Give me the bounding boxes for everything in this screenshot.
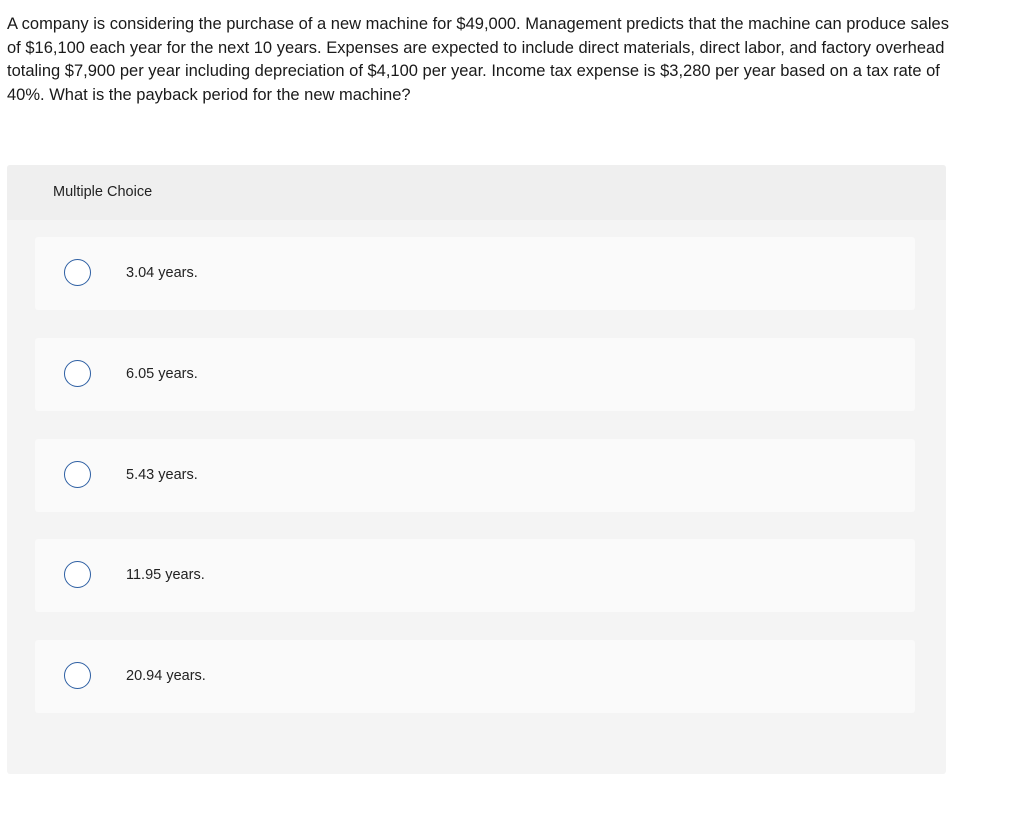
multiple-choice-header — [7, 165, 946, 220]
answer-option-label: 5.43 years. — [126, 467, 198, 483]
answer-option-label: 11.95 years. — [126, 567, 205, 583]
radio-button-icon[interactable] — [64, 360, 91, 387]
answer-option-label: 6.05 years. — [126, 366, 198, 382]
multiple-choice-title: Multiple Choice — [53, 184, 153, 200]
question-text: A company is considering the purchase of a new machine for $49,000. Management predicts that the machine can produce sales of $16,100 each year for the next 10 years. Expenses are expected to include direct materials, direct labor, and factory overhead totaling $7,900 per year including depreciation of $4,100 per year. Income tax expense is $3,280 per year based on a tax rate of 40%. What is the payback period for the new machine? — [7, 15, 949, 104]
answer-option-2[interactable] — [35, 338, 915, 411]
radio-button-icon[interactable] — [64, 461, 91, 488]
radio-button-icon[interactable] — [64, 561, 91, 588]
answer-option-label: 20.94 years. — [126, 668, 206, 684]
answer-option-label: 3.04 years. — [126, 265, 198, 281]
radio-button-icon[interactable] — [64, 662, 91, 689]
multiple-choice-panel — [7, 165, 946, 774]
answer-option-4[interactable] — [35, 539, 915, 612]
radio-button-icon[interactable] — [64, 259, 91, 286]
answer-option-1[interactable] — [35, 237, 915, 310]
answer-option-3[interactable] — [35, 439, 915, 512]
answer-option-5[interactable] — [35, 640, 915, 713]
